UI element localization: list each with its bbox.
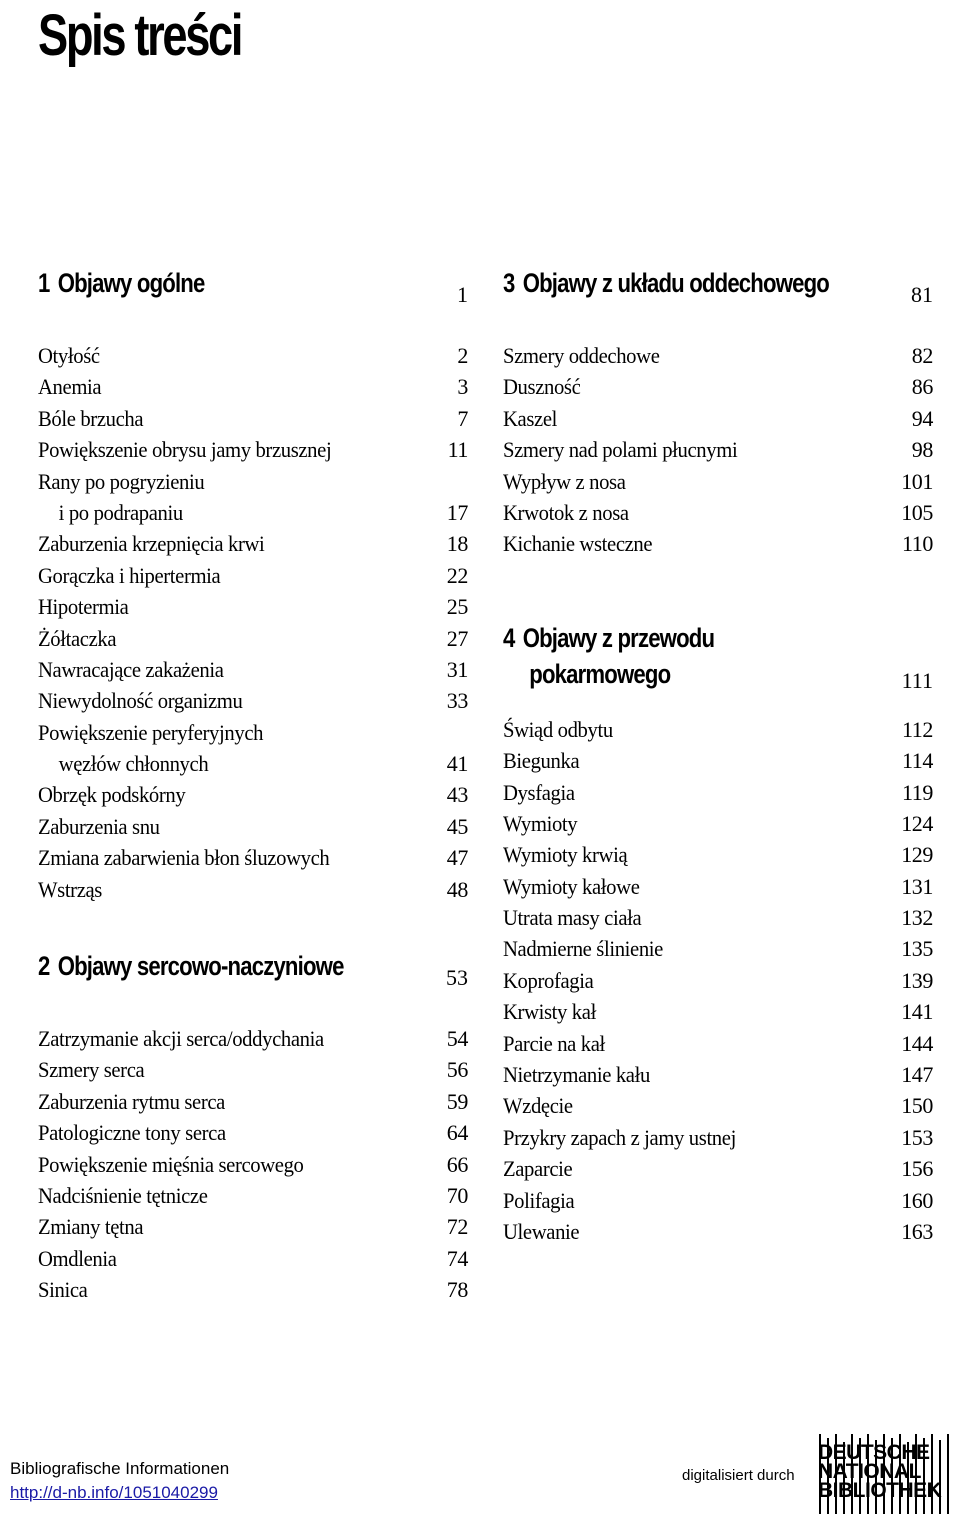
toc-entry-label: Zmiana zabarwienia błon śluzowych [38,845,330,871]
toc-entry [38,654,468,685]
toc-entry-page: 74 [446,1245,468,1271]
toc-entry-label: Patologiczne tony serca [38,1120,226,1146]
toc-entry-label: Szmery oddechowe [503,343,660,368]
toc-entry [38,685,468,716]
toc-entry [38,874,468,905]
toc-entry-label: Wymioty [503,810,578,836]
toc-entry-page: 114 [902,748,933,774]
toc-entry-page: 11 [447,437,468,463]
toc-entry-page: 94 [911,405,933,431]
toc-entry [38,1117,468,1148]
chapter-title: 2 Objawy sercowo-naczyniowe [38,951,344,982]
toc-entry-label: węzłów chłonnych [58,751,209,777]
toc-entry [38,434,468,465]
toc-entry-label: Biegunka [503,748,580,774]
toc-entry-page: 27 [446,625,468,651]
toc-entry-label: Zatrzymanie akcji serca/oddychania [38,1026,324,1052]
toc-entry-label: Wymioty krwią [503,842,628,868]
toc-entry [503,371,933,402]
dnb-link[interactable]: http://d-nb.info/1051040299 [10,1483,218,1502]
toc-entry [503,434,933,465]
toc-entry-label: Nadmierne ślinienie [503,936,663,962]
toc-entry-page: 156 [901,1156,933,1182]
toc-entry-label: Otyłość [38,343,100,368]
toc-entry [38,1211,468,1242]
toc-entry-page: 135 [901,936,933,962]
toc-entry-page: 101 [901,468,933,494]
toc-entry [503,745,933,776]
toc-entry-label: Utrata masy ciała [503,905,642,931]
toc-entry-page: 124 [901,810,933,836]
toc-entry [38,748,468,779]
toc-entry-page: 147 [901,1062,933,1088]
toc-entry [38,403,468,434]
toc-entry-label: Wstrząs [38,876,102,902]
toc-entry-label: Powiększenie peryferyjnych [38,719,264,745]
toc-entry [38,842,468,873]
toc-entry-label: i po podrapaniu [58,499,183,525]
chapter-2-entries [38,1023,468,1306]
toc-entry-page: 22 [446,562,468,588]
chapter-page: 81 [911,282,933,307]
toc-entry-label: Obrzęk podskórny [38,782,186,808]
toc-entry [38,466,468,497]
toc-entry [38,528,468,559]
toc-entry-label: Duszność [503,374,581,400]
toc-entry [38,1023,468,1054]
chapter-heading-1 [38,268,468,310]
toc-entry [38,591,468,622]
digitized-by-label: digitalisiert durch [682,1467,795,1484]
toc-entry [503,808,933,839]
toc-entry-label: Nietrzymanie kału [503,1062,650,1088]
toc-entry-label: Hipotermia [38,594,129,620]
toc-entry [503,1028,933,1059]
toc-entry-page: 17 [446,499,468,525]
toc-entry [503,466,933,497]
toc-entry-page: 66 [446,1151,468,1177]
toc-entry-label: Dysfagia [503,779,575,805]
toc-entry-page: 31 [446,656,468,682]
page-title: Spis treści [38,3,242,68]
toc-entry-label: Rany po pogryzieniu [38,468,205,494]
toc-entry [503,839,933,870]
toc-entry [503,714,933,745]
toc-entry-label: Ulewanie [503,1218,580,1244]
toc-entry-page: 41 [446,751,468,777]
toc-entry-page: 78 [446,1277,468,1303]
toc-entry-page: 43 [446,782,468,808]
toc-entry-page: 132 [901,905,933,931]
toc-entry [38,1054,468,1085]
chapter-page: 53 [446,965,468,991]
toc-entry-page: 25 [446,594,468,620]
toc-entry-label: Kaszel [503,405,558,431]
chapter-page: 1 [457,282,468,307]
toc-entry [503,528,933,559]
chapter-heading-3 [503,268,933,310]
toc-entry [503,1185,933,1216]
chapter-1-entries [38,340,468,905]
toc-entry-label: Koprofagia [503,967,594,993]
toc-entry [38,560,468,591]
toc-entry [38,1243,468,1274]
toc-entry-page: 141 [901,999,933,1025]
toc-entry [38,340,468,371]
toc-entry-page: 48 [446,876,468,902]
toc-entry-label: Szmery nad polami płucnymi [503,437,738,463]
toc-entry [38,1180,468,1211]
toc-entry [503,965,933,996]
chapter-number: 2 [38,951,50,982]
toc-entry [503,340,933,371]
toc-entry-page: 98 [911,437,933,463]
toc-entry-page: 112 [902,716,933,742]
toc-entry [503,497,933,528]
toc-entry-page: 72 [446,1214,468,1240]
toc-entry-page: 160 [901,1187,933,1213]
toc-entry-page: 2 [457,343,468,368]
toc-entry-page: 7 [457,405,468,431]
toc-entry [38,717,468,748]
toc-entry-page: 131 [901,873,933,899]
toc-entry-label: Wzdęcie [503,1093,573,1119]
toc-entry-label: Krwisty kał [503,999,596,1025]
toc-entry [503,1153,933,1184]
toc-entry [503,902,933,933]
toc-entry-page: 153 [901,1124,933,1150]
toc-entry-page: 18 [446,531,468,557]
chapter-4-entries [503,714,933,1248]
toc-entry [38,371,468,402]
toc-entry-page: 129 [901,842,933,868]
chapter-title: 4 Objawy z przewodu pokarmowego [503,622,715,689]
bibliographic-info [10,1457,229,1505]
toc-entry-label: Niewydolność organizmu [38,688,243,714]
toc-entry-label: Nawracające zakażenia [38,656,224,682]
toc-entry [503,996,933,1027]
chapter-title: 1 Objawy ogólne [38,268,205,298]
toc-entry-label: Krwotok z nosa [503,499,629,525]
chapter-title: 3 Objawy z układu oddechowego [503,268,830,298]
toc-entry [503,1090,933,1121]
toc-entry [503,777,933,808]
toc-entry-label: Świąd odbytu [503,716,613,742]
toc-entry-label: Zaparcie [503,1156,573,1182]
toc-left-column [38,268,468,1306]
toc-entry-page: 54 [446,1026,468,1052]
chapter-number: 3 [503,268,515,298]
toc-entry-label: Przykry zapach z jamy ustnej [503,1124,736,1150]
toc-entry-label: Nadciśnienie tętnicze [38,1182,208,1208]
toc-entry-label: Wymioty kałowe [503,873,640,899]
toc-entry-label: Wypływ z nosa [503,468,626,494]
toc-entry-page: 47 [446,845,468,871]
toc-entry-page: 163 [901,1218,933,1244]
toc-entry-page: 56 [446,1057,468,1083]
toc-entry [503,1122,933,1153]
dnb-logo-text: DEUTSCHE NATIONAL BIBLIOTHEK [818,1441,942,1502]
toc-entry-page: 110 [902,531,933,557]
toc-entry-label: Szmery serca [38,1057,145,1083]
chapter-page: 111 [901,667,933,693]
toc-entry-page: 3 [457,374,468,400]
toc-entry-page: 82 [911,343,933,368]
toc-entry-page: 105 [901,499,933,525]
toc-entry [38,1149,468,1180]
toc-entry-label: Kichanie wsteczne [503,531,653,557]
toc-entry-label: Parcie na kał [503,1030,605,1056]
toc-right-column [503,268,933,1247]
toc-entry [503,1216,933,1247]
toc-entry [503,871,933,902]
toc-entry-label: Żółtaczka [38,625,117,651]
toc-entry-page: 64 [446,1120,468,1146]
chapter-3-entries [503,340,933,560]
bibliographic-info-label: Bibliografische Informationen [10,1459,230,1478]
toc-entry-label: Powiększenie mięśnia sercowego [38,1151,304,1177]
toc-entry-label: Zaburzenia snu [38,813,160,839]
toc-entry [38,1086,468,1117]
toc-entry-page: 59 [446,1088,468,1114]
toc-entry [38,779,468,810]
chapter-number: 1 [38,268,50,298]
toc-entry [38,623,468,654]
toc-entry [38,1274,468,1305]
toc-entry [503,403,933,434]
toc-entry-page: 33 [446,688,468,714]
toc-entry-label: Omdlenia [38,1245,117,1271]
toc-entry [503,933,933,964]
chapter-heading-2 [38,951,468,993]
toc-entry-label: Zaburzenia rytmu serca [38,1088,225,1114]
toc-entry-page: 119 [902,779,933,805]
toc-entry-page: 70 [446,1182,468,1208]
toc-entry-page: 139 [901,967,933,993]
toc-entry-label: Polifagia [503,1187,575,1213]
toc-entry-label: Zaburzenia krzepnięcia krwi [38,531,265,557]
toc-entry-label: Bóle brzucha [38,405,144,431]
toc-entry-label: Zmiany tętna [38,1214,144,1240]
toc-entry-label: Sinica [38,1277,88,1303]
toc-entry-page: 86 [911,374,933,400]
toc-entry [503,1059,933,1090]
toc-entry [38,811,468,842]
toc-entry-label: Powiększenie obrysu jamy brzusznej [38,437,332,463]
chapter-number: 4 [503,622,515,653]
toc-entry-label: Anemia [38,374,102,400]
toc-entry [38,497,468,528]
chapter-heading-4 [503,620,933,696]
toc-entry-page: 45 [446,813,468,839]
toc-entry-page: 150 [901,1093,933,1119]
toc-entry-label: Gorączka i hipertermia [38,562,221,588]
toc-entry-page: 144 [901,1030,933,1056]
